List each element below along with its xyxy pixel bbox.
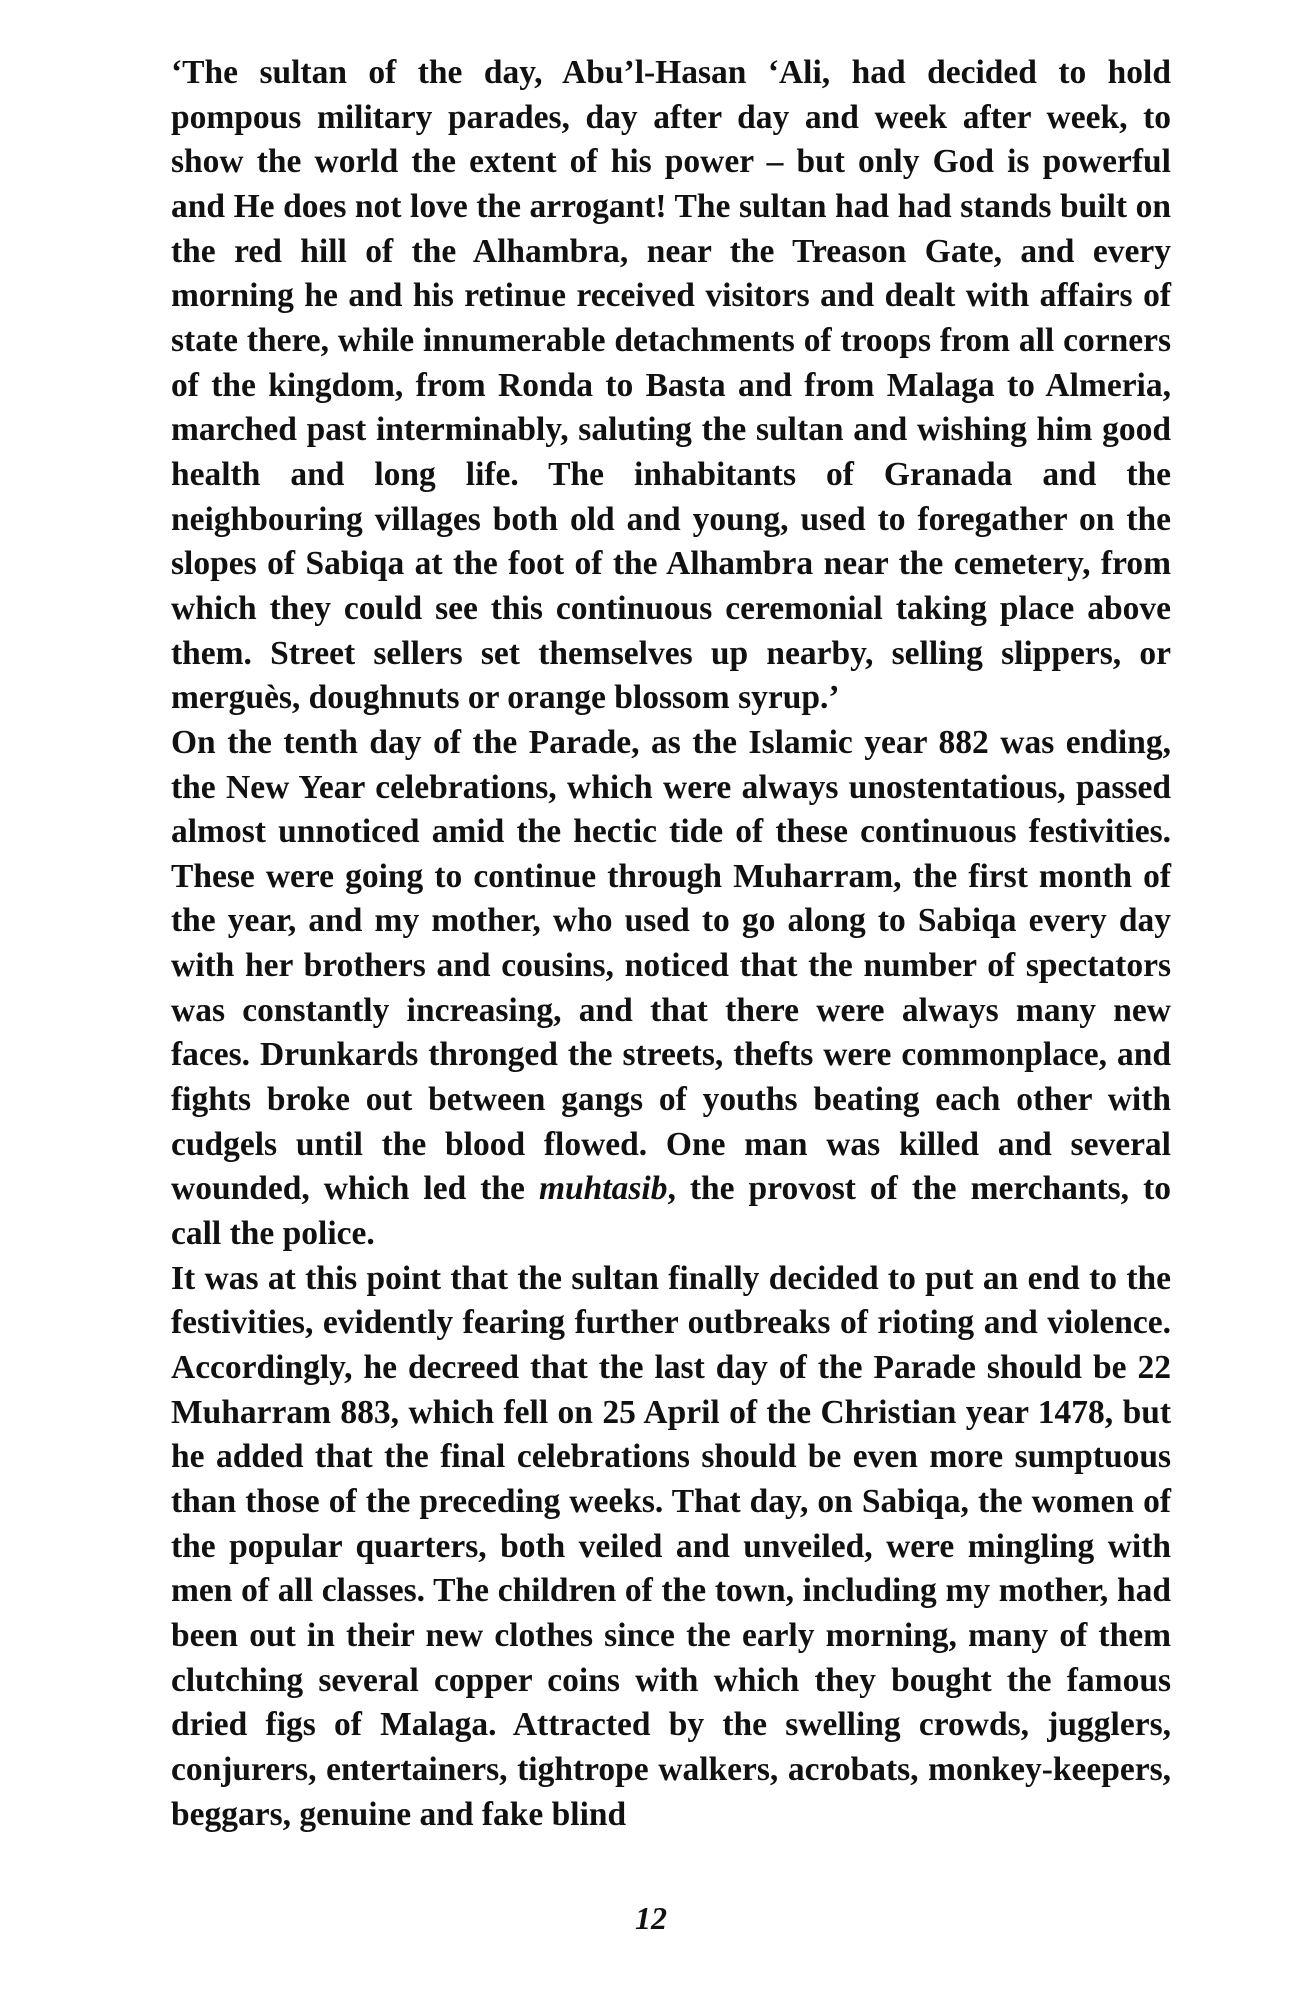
paragraph-2-text: On the tenth day of the Parade, as the Islamic year 882 was ending, the New Year celebrations, which were always unostentatious, passed almost unnoticed amid the hectic tide of these continuous festivities. These were going to continue through Muharram, the first month of the year, and my mother, who used to go along to Sabiqa every day with her brothers and cousins, noticed that the number of spectators was constantly increasing, and that there were always many new faces. Drunkards thronged the streets, thefts were commonplace, and fights broke out between gangs of youths beating each other with cudgels until the blood flowed. One man was killed and several wounded, which led the: [171, 723, 1171, 1208]
paragraph-2: [171, 721, 1171, 1257]
paragraph-1-text: ‘The sultan of the day, Abu’l-Hasan ‘Ali, had decided to hold pompous military parades, day after day and week after week, to show the world the extent of his power – but only God is powerful and He does not love the arrogant! The sultan had had stands built on the red hill of the Alhambra, near the Treason Gate, and every morning he and his retinue received visitors and dealt with affairs of state there, while innumerable detachments of troops from all corners of the kingdom, from Ronda to Basta and from Malaga to Almeria, marched past interminably, saluting the sultan and wishing him good health and long life. The inhabitants of Granada and the neighbouring villages both old and young, used to foregather on the slopes of Sabiqa at the foot of the Alhambra near the cemetery, from which they could see this continuous ceremonial taking place above them. Street sellers set themselves up nearby, selling slippers, or merguès, doughnuts or orange blossom syrup.’: [171, 54, 1171, 717]
page-number: 12: [635, 1900, 667, 1936]
body-text: [171, 51, 1171, 1837]
paragraph-3: [171, 1257, 1171, 1838]
paragraph-3-text: It was at this point that the sultan finally decided to put an end to the festivities, evidently fearing further outbreaks of rioting and violence. Accordingly, he decreed that the last day of the Parade should be 22 Muharram 883, which fell on 25 April of the Christian year 1478, but he added that the final celebrations should be even more sumptuous than those of the preceding weeks. That day, on Sabiqa, the women of the popular quarters, both veiled and unveiled, were mingling with men of all classes. The children of the town, including my mother, had been out in their new clothes since the early morning, many of them clutching several copper coins with which they bought the famous dried figs of Malaga. Attracted by the swelling crowds, jugglers, conjurers, entertainers, tightrope walkers, acrobats, monkey-keepers, beggars, genuine and fake blind: [171, 1259, 1171, 1833]
paragraph-2-text-end: , the provost of the merchants, to call the police.: [171, 1170, 1172, 1253]
paragraph-1: [171, 51, 1171, 721]
paragraph-2-italic-term: muhtasib: [538, 1170, 668, 1208]
